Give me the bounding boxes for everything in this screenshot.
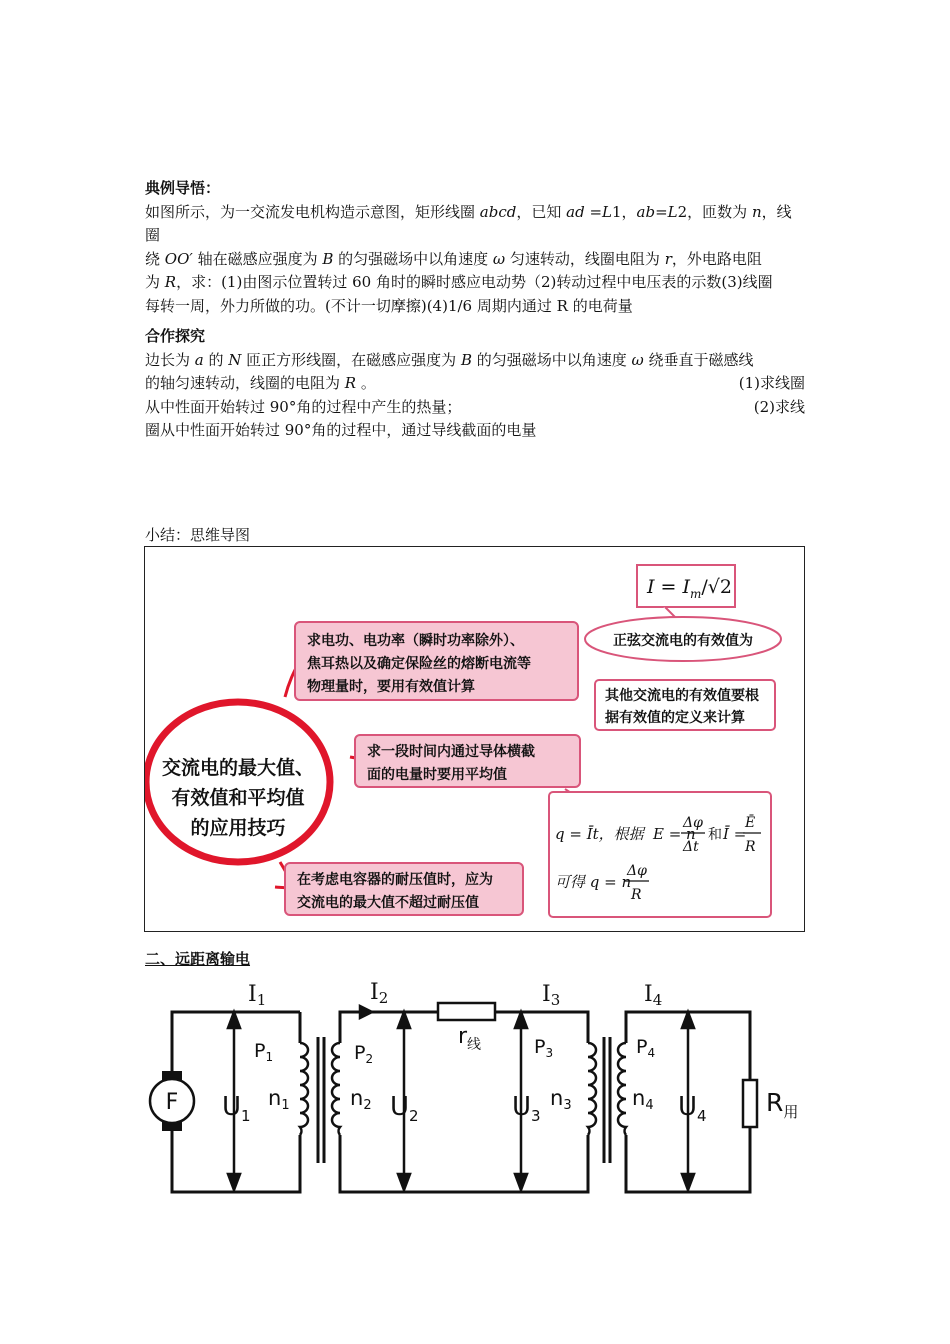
i2-current-arrow — [360, 1006, 372, 1018]
label-n3: n3 — [550, 1086, 572, 1113]
coop-heading: 合作探究 — [145, 327, 206, 345]
u1-arrow-down — [228, 1174, 240, 1190]
example-line-1: 如图所示，为一交流发电机构造示意图，矩形线圈 abcd，已知 ad =L1，ab=L2，匝数为 n，线圈 — [145, 202, 792, 244]
formula2-frac3-den: R — [631, 887, 642, 903]
label-U2: $U_2$ — [390, 1092, 419, 1125]
coil-n2 — [332, 1043, 340, 1135]
bubble1-text: 正弦交流电的有效值为 — [613, 633, 753, 649]
example-section — [145, 177, 805, 318]
summary-label: 小结：思维导图 — [145, 526, 251, 544]
formula2-frac1-num: Δφ — [683, 815, 703, 831]
formula2-part-c: 和 — [708, 827, 722, 843]
section2-title: 二、远距离输电 — [145, 950, 251, 968]
coil-n3 — [588, 1043, 596, 1135]
label-n4: n4 — [632, 1086, 654, 1113]
box3-line-1: 在考虑电容器的耐压值时，应为 — [297, 872, 493, 888]
loop2-bottom-wire — [340, 1135, 588, 1192]
label-n1: n1 — [268, 1086, 290, 1113]
coop-line-1: 边长为 a 的 N 匝正方形线圈，在磁感应强度为 B 的匀强磁场中以角速度 ω 绕垂直于磁感线 — [145, 350, 754, 369]
label-n2: n2 — [350, 1086, 372, 1113]
label-r-line: $r_线$ — [458, 1024, 482, 1053]
transmission-circuit — [140, 975, 820, 1205]
u3-arrow-down — [515, 1174, 527, 1190]
u3-arrow-up — [515, 1012, 527, 1028]
label-U3: $U_3$ — [512, 1092, 541, 1125]
center-line-2: 有效值和平均值 — [171, 787, 305, 809]
mind-map-canvas — [145, 547, 806, 933]
box2-line-2: 面的电量时要用平均值 — [367, 767, 507, 783]
u4-arrow-up — [682, 1012, 694, 1028]
label-I1: I1 — [248, 982, 267, 1009]
bubble2-line-2: 据有效值的定义来计算 — [605, 710, 745, 726]
center-line-3: 的应用技巧 — [190, 817, 286, 839]
loop2-top-left-wire — [340, 1012, 438, 1043]
formula2-part-b: E = n — [653, 825, 696, 843]
coil-n1 — [300, 1043, 308, 1135]
formula2-frac3-num: Δφ — [627, 863, 647, 879]
formula2-part-a: q = Īt，根据 — [555, 825, 644, 843]
formula2-part-e: 可得 q = n — [555, 873, 632, 891]
box1-line-3: 物理量时，要用有效值计算 — [307, 679, 475, 695]
generator-label: F — [165, 1090, 179, 1115]
label-P4: $P_4$ — [636, 1036, 656, 1060]
u2-arrow-up — [398, 1012, 410, 1028]
formula2-frac1-den: Δt — [683, 839, 699, 855]
coop-line-2: 的轴匀速转动，线圈的电阻为 R 。 (1)求线圈 — [145, 374, 805, 392]
example-heading: 典例导悟： — [145, 179, 221, 197]
label-R-load: $R_用$ — [766, 1088, 799, 1121]
label-P1: $P_1$ — [254, 1040, 274, 1064]
formula2-frac2-num: Ē — [745, 815, 756, 831]
line-resistor — [438, 1003, 495, 1020]
label-U1: $U_1$ — [222, 1092, 251, 1125]
label-I4: I4 — [644, 982, 663, 1009]
label-I2: I2 — [370, 980, 389, 1007]
formula2-frac2-den: R — [745, 839, 756, 855]
formula1-text: $I = I_m/√2$ — [647, 576, 733, 601]
load-resistor — [743, 1080, 757, 1127]
u1-arrow-up — [228, 1012, 240, 1028]
u2-arrow-down — [398, 1174, 410, 1190]
coop-line-3: 从中性面开始转过 90°角的过程中产生的热量； (2)求线 — [145, 397, 805, 416]
example-line-3: 为 R，求：(1)由图示位置转过 60 角时的瞬时感应电动势（2)转动过程中电压表的示数(3)线圈 — [145, 273, 773, 291]
coop-line-4: 圈从中性面开始转过 90°角的过程中，通过导线截面的电量 — [145, 421, 537, 439]
coil-n4 — [618, 1043, 626, 1135]
example-line-4: 每转一周，外力所做的功。(不计一切摩擦)(4)1/6 周期内通过 R 的电荷量 — [145, 296, 633, 315]
label-I3: I3 — [542, 982, 561, 1009]
formula2-box — [549, 792, 771, 917]
u4-arrow-down — [682, 1174, 694, 1190]
box1-line-1: 求电功、电功率（瞬时功率除外）、 — [307, 633, 524, 649]
box1-line-2: 焦耳热以及确定保险丝的熔断电流等 — [307, 656, 531, 672]
example-line-2: 绕 OO′ 轴在磁感应强度为 B 的匀强磁场中以角速度 ω 匀速转动，线圈电阻为 r，外电路电阻 — [145, 249, 762, 268]
label-P2: $P_2$ — [354, 1042, 374, 1066]
center-line-1: 交流电的最大值、 — [161, 757, 315, 779]
label-U4: $U_4$ — [678, 1092, 707, 1125]
bubble2-line-1: 其他交流电的有效值要根 — [605, 688, 759, 704]
box2-line-1: 求一段时间内通过导体横截 — [367, 744, 535, 760]
formula2-part-d: Ī = — [723, 825, 747, 843]
label-P3: $P_3$ — [534, 1036, 554, 1060]
box3-line-2: 交流电的最大值不超过耐压值 — [297, 895, 479, 911]
coop-section — [145, 325, 805, 443]
mind-map — [144, 546, 805, 932]
